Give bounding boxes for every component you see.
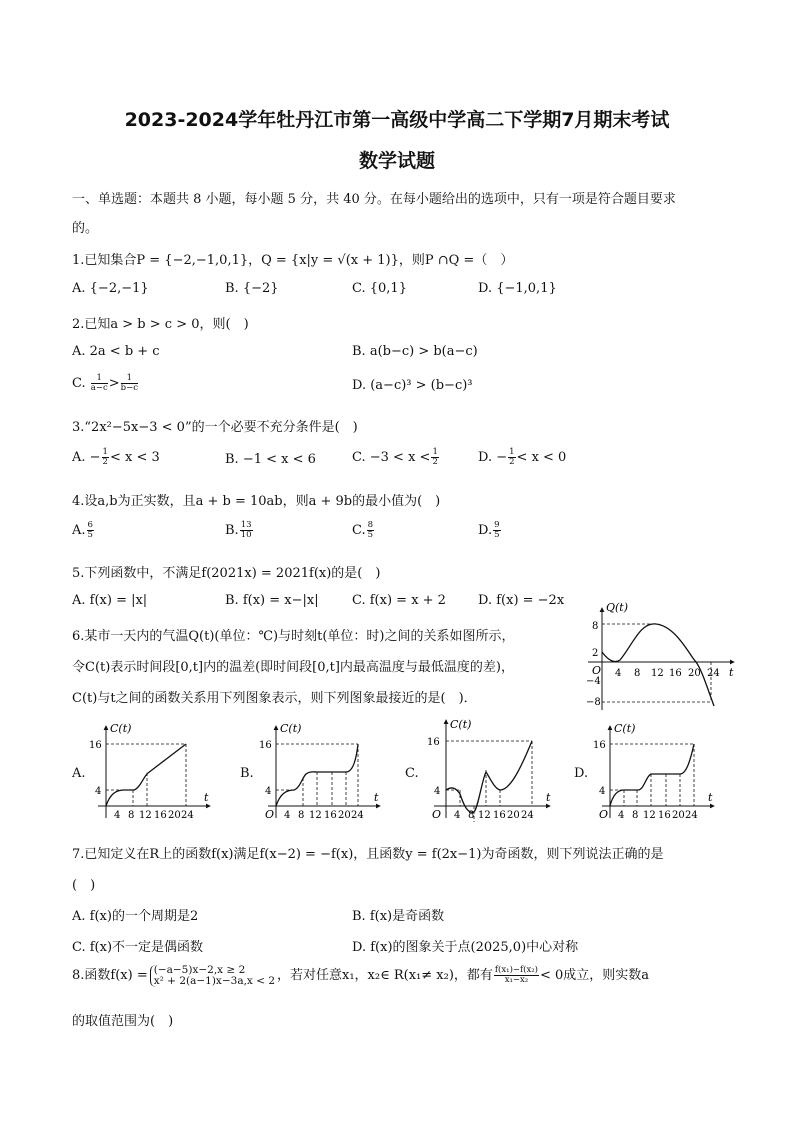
x-tick-label: 4 xyxy=(618,810,625,821)
x-tick-label: 8 xyxy=(298,810,305,821)
fraction: $\frac{13}{10}$ xyxy=(240,520,252,540)
exam-subtitle: 数学试题 xyxy=(358,150,435,172)
question-6-stem-line1: 6.某市一天内的气温Q(t)(单位：℃)与时刻t(单位：时)之间的关系如图所示， xyxy=(72,629,515,644)
fraction: $\frac{6}{5}$ xyxy=(87,520,93,540)
question-4-option-a[interactable] xyxy=(72,521,95,540)
x-tick-label: 16 xyxy=(669,668,682,679)
question-7-option-d[interactable]: D. f(x)的图象关于点(2025,0)中心对称 xyxy=(352,940,579,955)
x-tick-label: 8 xyxy=(468,810,475,821)
question-8-stem xyxy=(72,964,649,987)
question-7-stem: 7.已知定义在R上的函数f(x)满足f(x−2) = −f(x)，且函数y = f(2x−1)为奇函数，则下列说法正确的是 xyxy=(72,847,664,862)
fraction: $\frac{1}{b-c}$ xyxy=(120,373,138,393)
option-graph-c[interactable] xyxy=(420,714,555,822)
option-graph-a-label[interactable]: A. xyxy=(72,766,86,781)
question-1-stem: 1.已知集合P = {−2,−1,0,1}，Q = {x|y = √(x + 1)}，则P ∩Q =（ ） xyxy=(72,253,514,268)
option-label: D. − xyxy=(478,450,508,465)
question-1-option-b[interactable]: B. {−2} xyxy=(225,281,279,296)
piecewise-case-1: (−a−5)x−2,x ≥ 2 xyxy=(153,963,246,976)
question-4-option-d[interactable] xyxy=(478,521,502,540)
origin-label: O xyxy=(599,808,609,821)
x-tick-label: 20 xyxy=(507,810,520,821)
curve-c xyxy=(446,741,532,812)
fraction: $\frac{1}{a-c}$ xyxy=(90,373,108,393)
question-3-option-d[interactable] xyxy=(478,448,566,467)
gt-sign: > xyxy=(108,376,120,391)
question-6-stem-line3: C(t)与t之间的函数关系用下列图象表示，则下列图象最接近的是( )． xyxy=(72,691,477,706)
option-graph-d[interactable] xyxy=(588,718,718,822)
option-graph-b[interactable] xyxy=(254,718,384,822)
option-label: C. −3 < x < xyxy=(352,450,431,465)
fraction: $\frac{1}{2}$ xyxy=(432,447,438,467)
y-tick-label: 4 xyxy=(95,786,102,797)
x-tick-label: 24 xyxy=(521,810,534,821)
x-tick-label: 20 xyxy=(168,810,181,821)
x-axis-label: t xyxy=(204,791,209,804)
y-axis-label: C(t) xyxy=(450,718,472,731)
option-label: D. xyxy=(478,523,493,538)
origin-label: O xyxy=(592,664,602,677)
y-tick-label: 16 xyxy=(427,737,440,748)
origin-label: O xyxy=(432,808,442,821)
x-tick-label: 4 xyxy=(284,810,291,821)
option-graph-c-label[interactable]: C. xyxy=(405,766,419,781)
x-tick-label: 20 xyxy=(338,810,351,821)
x-tick-label: 4 xyxy=(114,810,121,821)
x-axis-label: t xyxy=(546,791,551,804)
question-1-option-c[interactable]: C. {0,1} xyxy=(352,281,407,296)
question-5-option-b[interactable]: B. f(x) = x−|x| xyxy=(225,593,319,608)
option-c-label: C. xyxy=(72,376,86,391)
origin-label: O xyxy=(265,808,275,821)
x-tick-label: 12 xyxy=(309,810,322,821)
x-tick-label: 8 xyxy=(128,810,135,821)
question-2-option-b[interactable]: B. a(b−c) > b(a−c) xyxy=(352,344,478,359)
temperature-curve xyxy=(602,624,714,706)
question-2-option-a[interactable]: A. 2a < b + c xyxy=(72,344,160,359)
x-tick-label: 16 xyxy=(658,810,671,821)
y-tick-label: −8 xyxy=(586,697,601,708)
x-tick-label: 24 xyxy=(707,668,720,679)
option-rest: < x < 3 xyxy=(109,450,160,465)
x-tick-label: 4 xyxy=(454,810,461,821)
option-label: B. xyxy=(225,523,239,538)
x-axis-label: t xyxy=(708,791,713,804)
question-4-stem: 4.设a,b为正实数，且a + b = 10ab，则a + 9b的最小值为( ) xyxy=(72,494,441,509)
curve-d xyxy=(610,744,694,806)
y-tick-label: 4 xyxy=(599,786,606,797)
question-4-option-c[interactable] xyxy=(352,521,375,540)
question-1-option-d[interactable]: D. {−1,0,1} xyxy=(478,281,557,296)
option-graph-b-label[interactable]: B. xyxy=(240,766,254,781)
option-rest: < x < 0 xyxy=(516,450,567,465)
y-tick-label: 4 xyxy=(434,786,441,797)
question-3-option-a[interactable] xyxy=(72,448,160,467)
fraction: $\frac{1}{2}$ xyxy=(509,447,515,467)
question-5-option-c[interactable]: C. f(x) = x + 2 xyxy=(352,593,446,608)
y-tick-label: 4 xyxy=(265,786,272,797)
x-tick-label: 20 xyxy=(688,668,701,679)
x-axis-label: t xyxy=(729,666,734,679)
y-tick-label: 16 xyxy=(259,740,272,751)
exam-title: 2023-2024学年牡丹江市第一高级中学高二下学期7月期末考试 xyxy=(124,109,670,131)
option-label: C. xyxy=(352,523,366,538)
curve-a xyxy=(106,744,186,806)
question-3-stem: 3.“2x²−5x−3 < 0”的一个必要不充分条件是( ) xyxy=(72,420,358,435)
question-7-option-b[interactable]: B. f(x)是奇函数 xyxy=(352,909,445,924)
condition-tail: < 0成立，则实数a xyxy=(540,968,650,983)
y-tick-label: −4 xyxy=(586,676,601,687)
y-axis-label: C(t) xyxy=(110,722,132,735)
question-3-option-b[interactable]: B. −1 < x < 6 xyxy=(225,452,316,467)
condition-text: ，若对任意x₁，x₂∈ R(x₁≠ x₂)，都有 xyxy=(277,968,493,983)
question-5-stem: 5.下列函数中，不满足f(2021x) = 2021f(x)的是( ) xyxy=(72,566,381,581)
question-4-option-b[interactable] xyxy=(225,521,254,540)
x-tick-label: 24 xyxy=(181,810,194,821)
question-2-option-d[interactable]: D. (a−c)³ > (b−c)³ xyxy=(352,378,473,393)
x-tick-label: 12 xyxy=(478,810,491,821)
y-tick-label: 16 xyxy=(89,740,102,751)
x-tick-label: 20 xyxy=(672,810,685,821)
question-6-stem-line2: 令C(t)表示时间段[0,t]内的温差(即时间段[0,t]内最高温度与最低温度的差)， xyxy=(72,660,515,675)
y-tick-label: 8 xyxy=(592,621,599,632)
x-tick-label: 12 xyxy=(643,810,656,821)
question-3-option-c[interactable] xyxy=(352,448,440,467)
y-axis-label: C(t) xyxy=(614,722,636,735)
option-graph-d-label[interactable]: D. xyxy=(574,766,589,781)
y-tick-label: 16 xyxy=(593,740,606,751)
question-7-paren: ( ) xyxy=(72,878,96,893)
piecewise-brace xyxy=(150,965,275,987)
x-tick-label: 12 xyxy=(139,810,152,821)
question-2-option-c[interactable] xyxy=(72,374,139,393)
x-tick-label: 12 xyxy=(651,668,664,679)
x-tick-label: 24 xyxy=(351,810,364,821)
question-5-option-d[interactable]: D. f(x) = −2x xyxy=(478,593,565,608)
y-tick-label: 2 xyxy=(592,648,599,659)
section-instructions: 一、单选题：本题共 8 小题，每小题 5 分，共 40 分。在每小题给出的选项中，只有一项是符合题目要求 xyxy=(72,192,676,207)
question-7-option-a[interactable]: A. f(x)的一个周期是2 xyxy=(72,909,199,924)
fraction: $\frac{9}{5}$ xyxy=(494,520,500,540)
x-tick-label: 8 xyxy=(634,668,641,679)
question-2-stem: 2.已知a > b > c > 0，则( ) xyxy=(72,317,249,332)
fraction: $\frac{\text{f(x₁)−f(x₂)}}{\text{x₁−x₂}}$ xyxy=(494,965,538,985)
x-tick-label: 16 xyxy=(493,810,506,821)
fraction: $\frac{8}{5}$ xyxy=(367,520,374,540)
y-axis-label: C(t) xyxy=(280,722,302,735)
option-graph-a[interactable] xyxy=(84,718,214,822)
option-label: A. − xyxy=(72,450,101,465)
option-label: A. xyxy=(72,523,86,538)
x-tick-label: 4 xyxy=(615,668,622,679)
question-8-line2: 的取值范围为( ) xyxy=(72,1014,174,1029)
question-5-option-a[interactable]: A. f(x) = |x| xyxy=(72,593,148,608)
y-axis-label: Q(t) xyxy=(606,601,629,614)
question-7-option-c[interactable]: C. f(x)不一定是偶函数 xyxy=(72,940,204,955)
section-instructions-cont: 的。 xyxy=(72,221,99,236)
piecewise-case-2: x² + 2(a−1)x−3a,x < 2 xyxy=(153,974,276,987)
function-prefix: 8.函数f(x) = xyxy=(72,968,148,983)
x-tick-label: 16 xyxy=(154,810,167,821)
x-tick-label: 24 xyxy=(685,810,698,821)
temperature-graph xyxy=(584,598,744,716)
x-axis-label: t xyxy=(374,791,379,804)
x-tick-label: 16 xyxy=(324,810,337,821)
x-tick-label: 8 xyxy=(632,810,639,821)
fraction: $\frac{1}{2}$ xyxy=(102,447,108,467)
question-1-option-a[interactable]: A. {−2,−1} xyxy=(72,281,149,296)
